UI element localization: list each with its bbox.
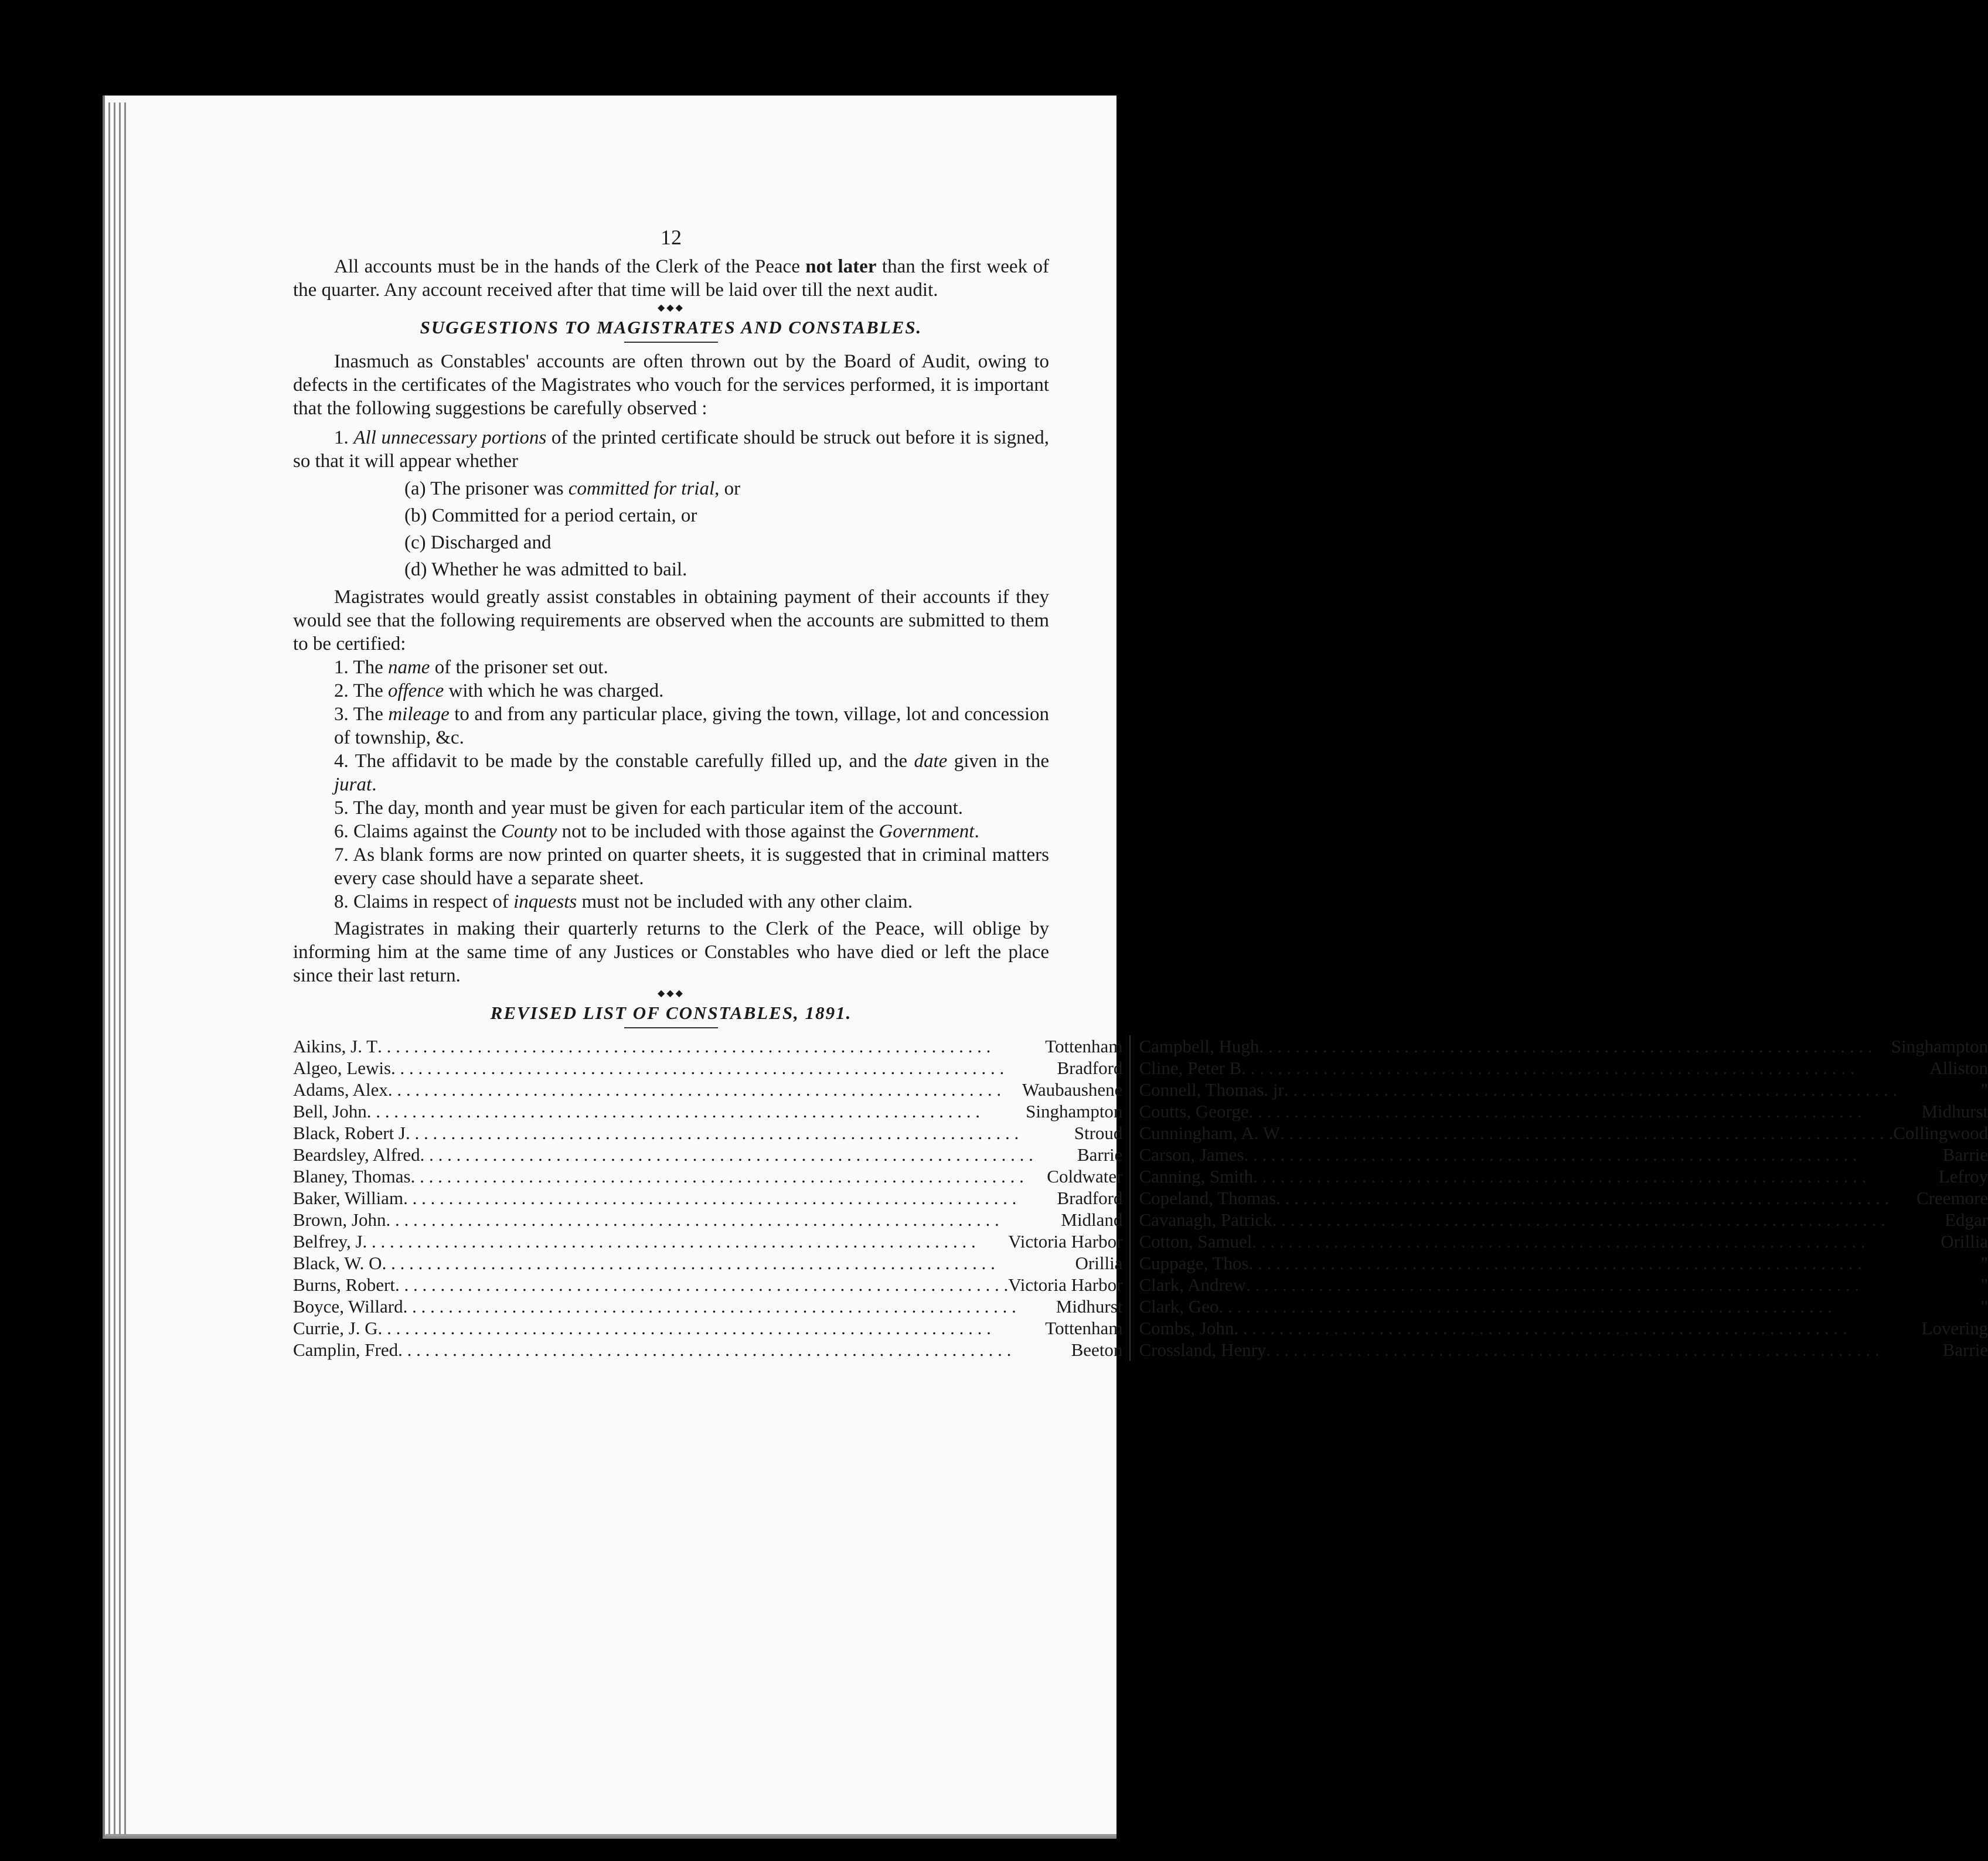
constable-name: Combs, John bbox=[1139, 1318, 1234, 1338]
constable-place: Orillia bbox=[1075, 1253, 1123, 1273]
constable-name: Algeo, Lewis bbox=[293, 1058, 392, 1078]
constable-name: Copeland, Thomas bbox=[1139, 1188, 1276, 1208]
constable-place: Midhurst bbox=[1921, 1101, 1988, 1122]
requirement-text-end: . bbox=[974, 821, 979, 842]
leader-dots bbox=[378, 1317, 1046, 1339]
leader-dots bbox=[403, 1296, 1056, 1317]
constable-row bbox=[1139, 1035, 1988, 1057]
constable-place: Victoria Harbor bbox=[1008, 1231, 1123, 1252]
requirement-text: As blank forms are now printed on quarter sheets, it is suggested that in criminal matters every case should have a separate sheet. bbox=[334, 844, 1050, 889]
requirement-number: 2. bbox=[334, 680, 349, 701]
leader-dots bbox=[1241, 1057, 1929, 1079]
constable-row bbox=[1139, 1057, 1988, 1079]
requirement-item bbox=[293, 796, 1049, 820]
constable-row bbox=[293, 1122, 1122, 1144]
constable-place: Barrie bbox=[1942, 1339, 1988, 1360]
requirement-number: 3. bbox=[334, 704, 349, 725]
constable-row bbox=[1139, 1209, 1988, 1231]
constable-place: Bradford bbox=[1057, 1188, 1123, 1208]
constable-name: Campbell, Hugh bbox=[1139, 1036, 1259, 1056]
constable-row bbox=[293, 1079, 1122, 1100]
constable-place: " bbox=[1980, 1253, 1988, 1273]
suggestions-heading: SUGGESTIONS TO MAGISTRATES AND CONSTABLES. bbox=[420, 317, 922, 338]
leader-dots bbox=[411, 1165, 1047, 1187]
constable-name: Connell, Thomas. jr bbox=[1139, 1079, 1284, 1100]
constable-row bbox=[1139, 1274, 1988, 1296]
leader-dots bbox=[403, 1187, 1057, 1209]
requirement-emphasis-2: jurat bbox=[334, 774, 372, 795]
leader-dots bbox=[363, 1231, 1009, 1252]
requirement-text: The bbox=[353, 680, 388, 701]
sub-item bbox=[293, 529, 1049, 556]
constable-place: Barrie bbox=[1942, 1144, 1988, 1165]
constable-row bbox=[293, 1165, 1122, 1187]
constable-row bbox=[293, 1274, 1122, 1296]
constable-name: Black, Robert J bbox=[293, 1123, 406, 1143]
constable-place: Lovering bbox=[1921, 1318, 1988, 1338]
constable-place: Lefroy bbox=[1938, 1166, 1988, 1187]
page-number: 12 bbox=[661, 226, 682, 249]
leader-dots bbox=[420, 1144, 1077, 1165]
requirement-text-cont: given in the bbox=[947, 751, 1050, 772]
requirement-text-cont: to and from any particular place, giving the town, village, lot and concession of township, &c. bbox=[334, 704, 1049, 748]
constable-row bbox=[293, 1296, 1122, 1317]
constable-place: Orillia bbox=[1941, 1231, 1988, 1252]
constable-row bbox=[293, 1317, 1122, 1339]
sub-item-label: (c) bbox=[404, 532, 426, 553]
constable-place: Barrie bbox=[1077, 1144, 1123, 1165]
constable-row bbox=[293, 1100, 1122, 1122]
constable-row bbox=[1139, 1122, 1988, 1144]
leader-dots bbox=[367, 1100, 1026, 1122]
requirement-text: The day, month and year must be given for each particular item of the account. bbox=[353, 797, 964, 819]
constable-place: Midhurst bbox=[1056, 1296, 1123, 1317]
constable-row bbox=[1139, 1100, 1988, 1122]
constable-name: Cline, Peter B bbox=[1139, 1058, 1242, 1078]
leader-dots bbox=[1246, 1274, 1981, 1296]
constable-name: Aikins, J. T bbox=[293, 1036, 378, 1056]
leader-dots bbox=[1249, 1100, 1922, 1122]
constable-row bbox=[1139, 1317, 1988, 1339]
requirement-item bbox=[293, 749, 1049, 796]
requirement-text: The bbox=[353, 704, 389, 725]
constable-name: Boyce, Willard bbox=[293, 1296, 403, 1317]
constable-name: Cunningham, A. W bbox=[1139, 1123, 1280, 1143]
constable-row bbox=[1139, 1144, 1988, 1165]
requirement-item bbox=[293, 703, 1049, 749]
leader-dots bbox=[391, 1057, 1057, 1079]
constable-place: Stroud bbox=[1074, 1123, 1123, 1143]
constable-row bbox=[293, 1144, 1122, 1165]
constables-heading-rule bbox=[624, 1027, 718, 1028]
requirement-number: 6. bbox=[334, 821, 349, 842]
constable-name: Coutts, George bbox=[1139, 1101, 1249, 1122]
requirement-item bbox=[293, 843, 1049, 890]
constable-row bbox=[293, 1035, 1122, 1057]
leader-dots bbox=[1252, 1231, 1941, 1252]
requirement-emphasis: offence bbox=[387, 680, 444, 701]
sub-item-text: Discharged and bbox=[430, 532, 552, 553]
constable-row bbox=[1139, 1252, 1988, 1274]
constable-name: Canning, Smith bbox=[1139, 1166, 1254, 1187]
requirement-text: The bbox=[353, 657, 388, 678]
constable-place: Creemore bbox=[1916, 1188, 1988, 1208]
leader-dots bbox=[398, 1339, 1071, 1361]
leader-dots bbox=[1284, 1079, 1981, 1100]
leader-dots bbox=[1253, 1165, 1939, 1187]
sub-item-text: The prisoner was bbox=[430, 478, 569, 499]
requirement-text: Claims against the bbox=[353, 821, 502, 842]
constable-place: Midland bbox=[1061, 1209, 1123, 1230]
constable-row bbox=[293, 1339, 1122, 1361]
requirement-number: 7. bbox=[334, 844, 349, 865]
sub-item bbox=[293, 475, 1049, 502]
page-bottom-edge bbox=[105, 1834, 1116, 1836]
constable-row bbox=[1139, 1231, 1988, 1252]
constable-place: Edgar bbox=[1945, 1209, 1988, 1230]
requirement-item bbox=[293, 820, 1049, 843]
requirement-item bbox=[293, 890, 1049, 914]
constable-row bbox=[293, 1187, 1122, 1209]
requirement-text: The affidavit to be made by the constable carefully filled up, and the bbox=[355, 751, 914, 772]
leader-dots bbox=[395, 1274, 1008, 1296]
requirement-text-end: . bbox=[372, 774, 377, 795]
requirement-item bbox=[293, 679, 1049, 703]
requirement-text-cont: with which he was charged. bbox=[444, 680, 664, 701]
constable-row bbox=[293, 1057, 1122, 1079]
constable-place: Beeton bbox=[1071, 1339, 1123, 1360]
requirement-emphasis-2: Government bbox=[879, 821, 975, 842]
leader-dots bbox=[1259, 1035, 1891, 1057]
constable-place: Singhampton bbox=[1026, 1101, 1123, 1122]
sub-item-label: (a) bbox=[404, 478, 426, 499]
constables-column-right bbox=[1131, 1035, 1988, 1361]
constable-place: Victoria Harbor bbox=[1008, 1274, 1123, 1295]
sub-item-label: (b) bbox=[404, 505, 427, 526]
sub-item-tail: , or bbox=[714, 478, 741, 499]
leader-dots bbox=[1276, 1187, 1916, 1209]
constable-row bbox=[1139, 1187, 1988, 1209]
constable-place: Tottenham bbox=[1045, 1036, 1123, 1056]
requirement-number: 5. bbox=[334, 797, 349, 819]
leader-dots bbox=[1234, 1317, 1921, 1339]
constable-name: Currie, J. G bbox=[293, 1318, 378, 1338]
constable-row bbox=[293, 1252, 1122, 1274]
leader-dots bbox=[1280, 1122, 1893, 1144]
requirements-list bbox=[293, 656, 1049, 914]
page-content bbox=[293, 226, 1988, 1361]
constable-place: " bbox=[1980, 1079, 1988, 1100]
sub-item-list bbox=[293, 475, 1049, 583]
heading-rule bbox=[624, 342, 718, 343]
suggestions-paragraph-1: Inasmuch as Constables' accounts are often thrown out by the Board of Audit, owing to defects in the certificates of the Magistrates who vouch for the services performed, it is important that the following suggestions be carefully observed : bbox=[293, 351, 1049, 419]
constable-name: Blaney, Thomas bbox=[293, 1166, 411, 1187]
leader-dots bbox=[1266, 1339, 1942, 1361]
constable-place: " bbox=[1980, 1274, 1988, 1295]
constable-place: Coldwater bbox=[1047, 1166, 1123, 1187]
requirement-emphasis: date bbox=[914, 751, 948, 772]
requirement-text-cont: not to be included with those against the bbox=[557, 821, 879, 842]
constable-row bbox=[1139, 1296, 1988, 1317]
leader-dots bbox=[386, 1209, 1061, 1231]
constable-row bbox=[293, 1231, 1122, 1252]
sub-item-label: (d) bbox=[404, 559, 427, 580]
sub-item bbox=[293, 556, 1049, 583]
page-stack-edges bbox=[108, 103, 132, 1837]
requirement-number: 8. bbox=[334, 891, 349, 912]
leader-dots bbox=[1218, 1296, 1980, 1317]
requirement-text-cont: must not be included with any other claim. bbox=[577, 891, 913, 912]
requirement-number: 4. bbox=[334, 751, 349, 772]
sub-item-text: Whether he was admitted to bail. bbox=[431, 559, 687, 580]
constable-name: Baker, William bbox=[293, 1188, 404, 1208]
constables-table bbox=[293, 1035, 1988, 1361]
sub-item-text: Committed for a period certain, or bbox=[431, 505, 697, 526]
constable-name: Carson, James bbox=[1139, 1144, 1244, 1165]
sub-item bbox=[293, 502, 1049, 529]
constable-name: Brown, John bbox=[293, 1209, 386, 1230]
suggestion-item-1: 1. All unnecessary portions of the printed certificate should be struck out before it is signed, so that it will appear whether bbox=[293, 427, 1049, 472]
constable-name: Burns, Robert bbox=[293, 1274, 395, 1295]
requirement-text-cont: of the prisoner set out. bbox=[430, 657, 608, 678]
constable-name: Black, W. O bbox=[293, 1253, 382, 1273]
sub-item-emphasis: committed for trial bbox=[568, 478, 715, 499]
constable-place: Tottenham bbox=[1045, 1318, 1123, 1338]
leader-dots bbox=[377, 1035, 1045, 1057]
constable-name: Cuppage, Thos bbox=[1139, 1253, 1249, 1273]
constable-place: Bradford bbox=[1057, 1058, 1123, 1078]
requirement-emphasis: name bbox=[387, 657, 430, 678]
leader-dots bbox=[406, 1122, 1074, 1144]
requirement-number: 1. bbox=[334, 657, 349, 678]
constable-name: Camplin, Fred bbox=[293, 1339, 399, 1360]
leader-dots bbox=[1244, 1144, 1943, 1165]
constable-row bbox=[1139, 1339, 1988, 1361]
constable-name: Bell, John bbox=[293, 1101, 367, 1122]
requirement-emphasis: mileage bbox=[388, 704, 450, 725]
constable-name: Cavanagh, Patrick bbox=[1139, 1209, 1272, 1230]
constable-row bbox=[293, 1209, 1122, 1231]
suggestions-paragraph-2: Magistrates would greatly assist constables in obtaining payment of their accounts if they would see that the following requirements are observed when the accounts are submitted to them to be certified: bbox=[293, 587, 1049, 655]
constable-place: " bbox=[1980, 1296, 1988, 1317]
constable-name: Cotton, Samuel bbox=[1139, 1231, 1252, 1252]
requirement-emphasis: inquests bbox=[513, 891, 577, 912]
intro-paragraph: All accounts must be in the hands of the Clerk of the Peace not later than the first week of the quarter. Any account received after that time will be laid over till the next audit. bbox=[293, 256, 1049, 301]
requirement-item bbox=[293, 656, 1049, 679]
constable-name: Clark, Andrew bbox=[1139, 1274, 1246, 1295]
ornament-divider-2: ◆◆◆ bbox=[658, 989, 685, 998]
constables-column-left bbox=[293, 1035, 1131, 1361]
constable-name: Beardsley, Alfred bbox=[293, 1144, 420, 1165]
constable-place: Singhampton bbox=[1891, 1036, 1988, 1056]
requirement-text: Claims in respect of bbox=[353, 891, 514, 912]
leader-dots bbox=[388, 1079, 1022, 1100]
constable-name: Adams, Alex bbox=[293, 1079, 388, 1100]
constable-row bbox=[1139, 1079, 1988, 1100]
constable-name: Clark, Geo bbox=[1139, 1296, 1219, 1317]
constable-place: Waubaushene bbox=[1022, 1079, 1123, 1100]
constable-name: Crossland, Henry bbox=[1139, 1339, 1267, 1360]
constable-row bbox=[1139, 1165, 1988, 1187]
leader-dots bbox=[382, 1252, 1075, 1274]
leader-dots bbox=[1272, 1209, 1945, 1231]
constable-place: Alliston bbox=[1929, 1058, 1988, 1078]
constable-place: Collingwood bbox=[1893, 1123, 1988, 1143]
suggestions-paragraph-3: Magistrates in making their quarterly returns to the Clerk of the Peace, will oblige by informing him at the same time of any Justices or Constables who have died or left the place since their last return. bbox=[293, 918, 1049, 986]
requirement-emphasis: County bbox=[501, 821, 557, 842]
constable-name: Belfrey, J bbox=[293, 1231, 363, 1252]
leader-dots bbox=[1249, 1252, 1981, 1274]
constables-heading: REVISED LIST OF CONSTABLES, 1891. bbox=[490, 1003, 852, 1023]
ornament-divider: ◆◆◆ bbox=[658, 303, 685, 313]
